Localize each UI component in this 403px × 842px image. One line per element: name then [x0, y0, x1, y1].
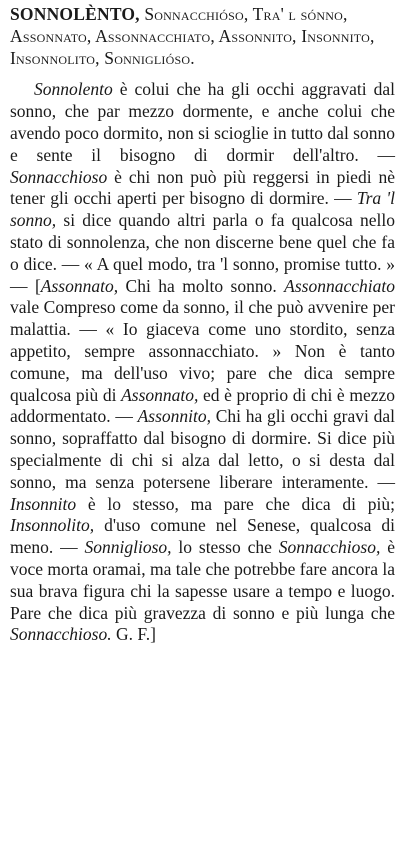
body-text: Chi ha gli occhi gravi dal sonno, sopraffatto dal bisogno di dormire. Si dice più specialmente di chi si alza dal letto, o si desta dal sonno, ma senza potersene liberare interamente. — [10, 406, 396, 492]
term-italic: Assonnito, [137, 406, 212, 427]
entry-heading [10, 4, 395, 69]
entry-lemma: SONNOLÈNTO, [10, 4, 140, 24]
body-text: si dice quando altri parla o fa qualcosa nello stato di sonnolenza, che non discerne bene quel che fa o dice. — « A quel modo, tra 'l sonno, promise tutto. » — [ [10, 210, 395, 296]
body-text: vale Compreso come da sonno, il che può avvenire per malattia. — « Io giaceva come uno stordito, senza appetito, sempre assonnacchiato. » Non è tanto comune, ma dell'uso vivo; pare che dica sempre qualcosa più di [10, 297, 395, 405]
term-italic: Sonnacchioso, [278, 537, 381, 558]
term-italic: Sonnolento [34, 79, 113, 100]
term-italic: Assonnacchiato [284, 275, 395, 296]
body-text: è chi non può più reggersi in piedi nè tener gli occhi aperti per bisogno di dormire. — [10, 166, 395, 209]
term-italic: Insonnito [10, 493, 77, 514]
body-text: ed è proprio di chi è mezzo addormentato. — [10, 384, 395, 427]
body-text: d'uso comune nel Senese, qualcosa di meno. — [10, 515, 395, 558]
term-italic: Assonnato, [40, 275, 119, 296]
body-text: lo stesso che [171, 537, 279, 558]
entry-synonyms: Sonnacchióso, Tra' l sónno, Assonnato, Assonnacchiato, Assonnito, Insonnito, Insonnolito, Sonniglióso. [10, 4, 375, 68]
term-italic: Tra 'l sonno, [10, 188, 395, 231]
body-text: G. F.] [111, 624, 156, 645]
term-italic: Sonniglioso, [84, 537, 172, 558]
body-text: è voce morta oramai, ma tale che potrebbe fare ancora la sua brava figura chi la sapesse usare a tempo e luogo. Pare che dica più gravezza di sonno e più lunga che [10, 537, 395, 623]
term-italic: Assonnato, [121, 384, 199, 405]
body-text: è lo stesso, ma pare che dica di più; [76, 493, 395, 514]
body-text: Chi ha molto sonno. [118, 275, 285, 296]
entry-body [10, 79, 395, 646]
body-text: è colui che ha gli occhi aggravati dal sonno, che par mezzo dormente, e anche colui che avendo poco dormito, non si scioglie in tutto dal sonno e sente il bisogno di dormir dell'altro. — [10, 79, 395, 165]
term-italic: Insonnolito, [10, 515, 95, 536]
term-italic: Sonnacchioso. [10, 624, 112, 645]
term-italic: Sonnacchioso [10, 166, 108, 187]
